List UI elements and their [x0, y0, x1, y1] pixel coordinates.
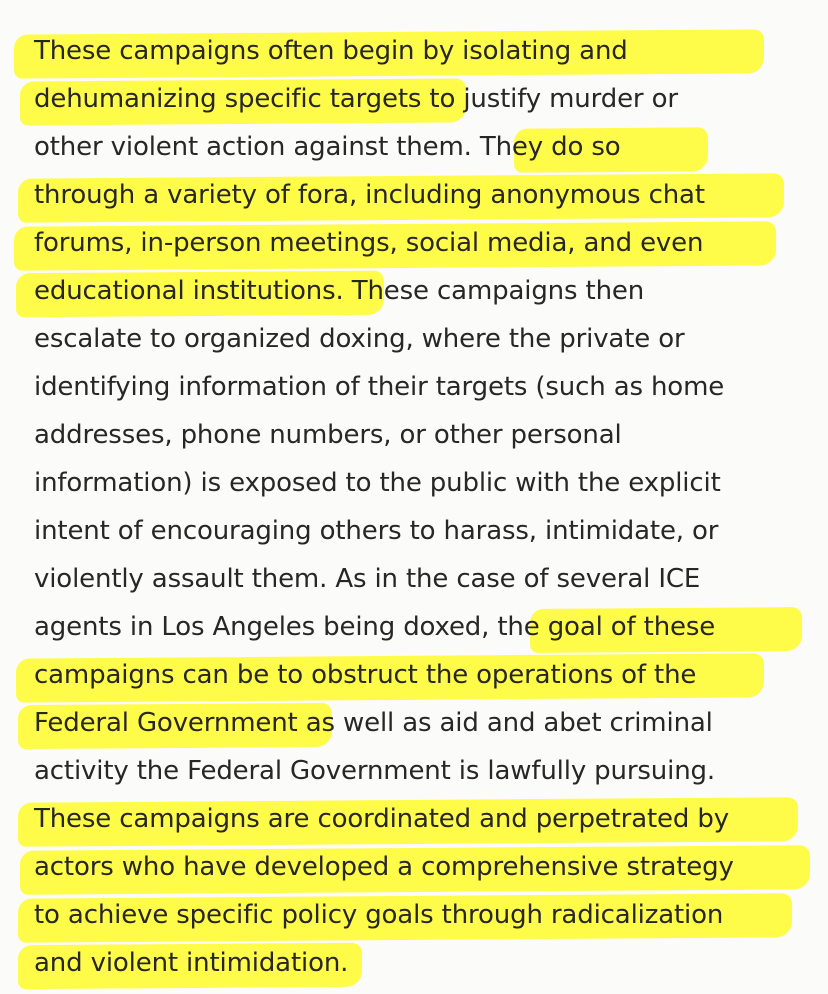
- text-line: [0, 126, 828, 174]
- text-line: [0, 174, 828, 222]
- line-text: information) is exposed to the public with the explicit: [34, 468, 721, 498]
- line-text: agents in Los Angeles being doxed, the goal of these: [34, 612, 716, 642]
- text-line: [0, 366, 828, 414]
- text-line: [0, 222, 828, 270]
- text-line: [0, 798, 828, 846]
- line-text: identifying information of their targets (such as home: [34, 372, 725, 402]
- text-line: [0, 270, 828, 318]
- line-text: dehumanizing specific targets to justify murder or: [34, 84, 678, 114]
- line-text: escalate to organized doxing, where the private or: [34, 324, 685, 354]
- line-text: through a variety of fora, including anonymous chat: [34, 180, 705, 210]
- line-text: These campaigns often begin by isolating and: [34, 36, 628, 66]
- text-line: [0, 414, 828, 462]
- text-line: [0, 510, 828, 558]
- line-text: violently assault them. As in the case of several ICE: [34, 564, 701, 594]
- text-line: [0, 750, 828, 798]
- line-text: Federal Government as well as aid and abet criminal: [34, 708, 713, 738]
- text-line: [0, 606, 828, 654]
- line-text: educational institutions. These campaigns then: [34, 276, 645, 306]
- text-line: [0, 558, 828, 606]
- text-line: [0, 702, 828, 750]
- line-text: intent of encouraging others to harass, intimidate, or: [34, 516, 719, 546]
- line-text: campaigns can be to obstruct the operations of the: [34, 660, 697, 690]
- line-text: addresses, phone numbers, or other personal: [34, 420, 622, 450]
- text-line: [0, 654, 828, 702]
- text-line: [0, 318, 828, 366]
- line-text: forums, in-person meetings, social media, and even: [34, 228, 704, 258]
- text-line: [0, 846, 828, 894]
- line-text: These campaigns are coordinated and perpetrated by: [34, 804, 729, 834]
- line-text: actors who have developed a comprehensive strategy: [34, 852, 734, 882]
- text-line: [0, 30, 828, 78]
- line-text: activity the Federal Government is lawfully pursuing.: [34, 756, 715, 786]
- text-line: [0, 462, 828, 510]
- text-line: [0, 894, 828, 942]
- line-text: to achieve specific policy goals through radicalization: [34, 900, 724, 930]
- line-text: other violent action against them. They do so: [34, 132, 621, 162]
- text-line: [0, 78, 828, 126]
- line-text: and violent intimidation.: [34, 948, 349, 978]
- text-line: [0, 942, 828, 990]
